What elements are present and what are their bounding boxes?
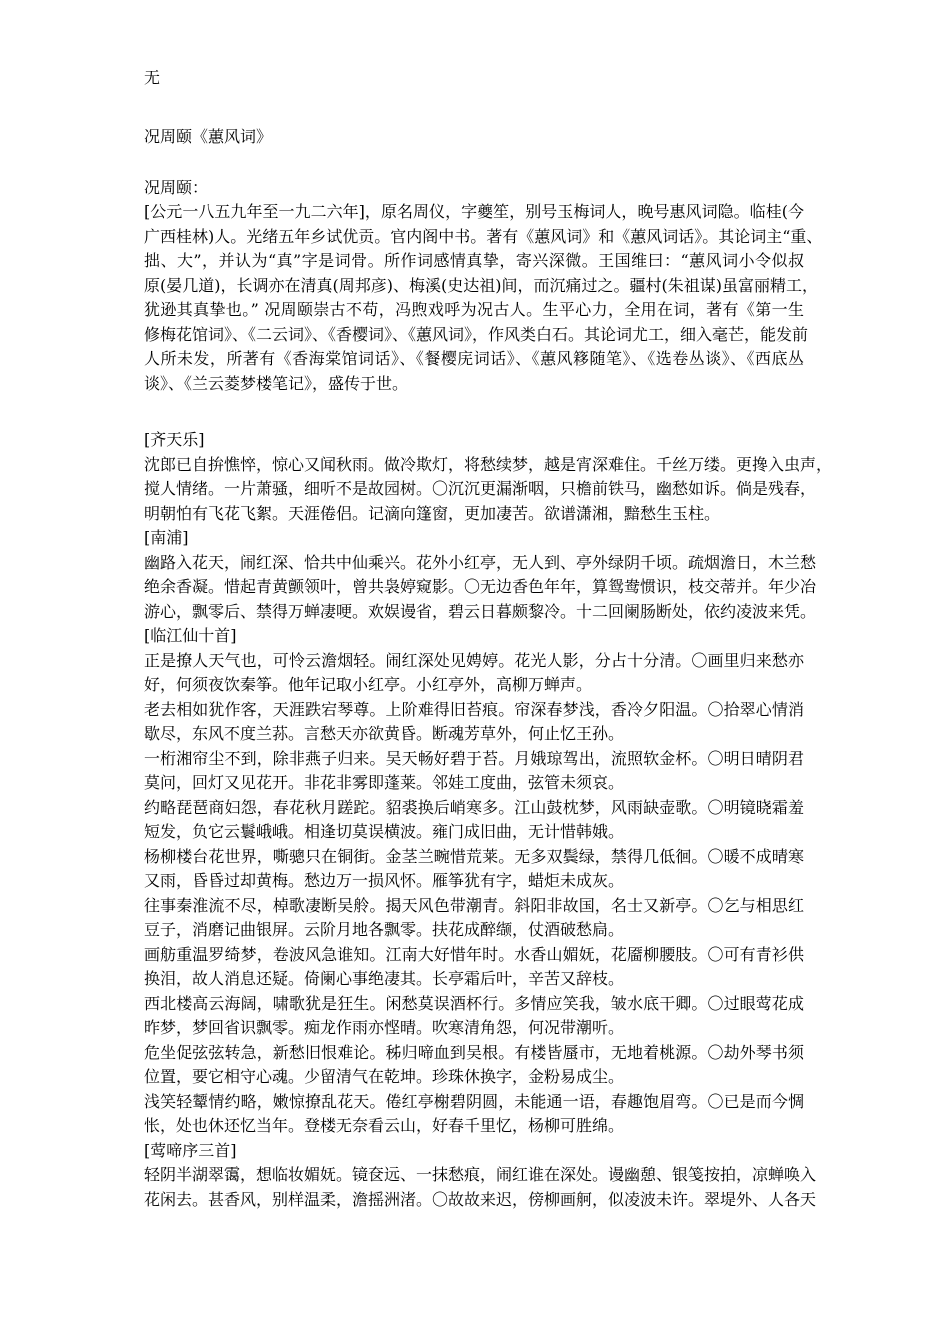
bio-line: [公元一八五九年至一九二六年]，原名周仪，字夔笙，别号玉梅词人，晚号惠风词隐。临桂(今 <box>144 202 804 221</box>
poem-line: 老去相如犹作客，天涯跌宕琴尊。上阶难得旧苔痕。帘深春梦浅，香冷夕阳温。〇拾翠心情消 <box>144 699 804 719</box>
poem-line: 短发，负它云鬟峨峨。相逢切莫误横波。雍门成旧曲，无计惜韩娥。 <box>144 822 625 841</box>
author-bio <box>144 200 823 396</box>
bio-line: 原(晏几道)，长调亦在清真(周邦彦)、梅溪(史达祖)间，而沉痛过之。疆村(朱祖谋)虽富丽精工， <box>144 275 818 295</box>
bio-line: 拙、大”，并认为“真”字是词骨。所作词感情真挚，寄兴深微。王国维曰：“蕙风词小令似叔 <box>144 251 804 270</box>
poem-line: 一桁湘帘尘不到，除非燕子归来。吴天畅好碧于苔。月娥琼驾出，流照软金杯。〇明日晴阴君 <box>144 748 804 768</box>
heading-none: 无 <box>144 68 161 87</box>
poem-line: 换泪，故人消息还疑。倚阑心事绝凄其。长亭霜后叶，辛苦又辞枝。 <box>144 969 625 988</box>
poem-line: 绝余香凝。惜起青黄颤领叶，曾共袅婷窥影。〇无边香色年年，算鸳鸯惯识，枝交蒂并。年少冶 <box>144 577 817 596</box>
poem-heading: [齐天乐] <box>144 430 205 449</box>
poem-line: 约略琵琶商妇怨，春花秋月蹉跎。貂裘换后峭寒多。江山鼓枕梦，风雨缺壶歌。〇明镜晓霜羞 <box>144 797 804 817</box>
poem-line: 昨梦，梦回省识飘零。痴龙作雨亦悭晴。吹寒清角怨，何况带潮听。 <box>144 1018 625 1037</box>
bio-line: 修梅花馆词》、《二云词》、《香樱词》、《蕙风词》，作风类白石。其论词尤工，细入毫芒，能发前 <box>144 324 809 344</box>
poem-line: 位置，要它相守心魂。少留清气在乾坤。珍珠休换字，金粉易成尘。 <box>144 1067 625 1086</box>
poem-line: 又雨，昏昏过却黄梅。愁边万一损风怀。雁筝犹有字，蜡炬未成灰。 <box>144 871 625 890</box>
bio-line: 犹逊其真挚也。” 况周颐崇古不苟，冯煦戏呼为况古人。生平心力，全用在词，著有《第一生 <box>144 300 804 319</box>
poem-line: 搅人情绪。一片萧骚，细听不是故园树。〇沉沉更漏渐咽，只檐前铁马，幽愁如诉。倘是残春， <box>144 479 817 498</box>
poem-line: 游心，飘零后、禁得万蝉凄哽。欢娱谩省，碧云日暮颇黎冷。十二回阑肠断处，依约凌波来凭。 <box>144 601 817 621</box>
bio-line: 广西桂林)人。光绪五年乡试优贡。官内阁中书。著有《蕙风词》和《蕙风词话》。其论词主“重、 <box>144 226 823 246</box>
poem-heading: [莺啼序三首] <box>144 1140 237 1160</box>
poem-line: 怅，处也休还忆当年。登楼无奈看云山，好春千里忆，杨柳可胜绵。 <box>144 1116 625 1135</box>
bio-line: 谈》、《兰云菱梦楼笔记》，盛传于世。 <box>144 373 409 393</box>
poem-line: 危坐促弦弦转急，新愁旧恨难论。秭归啼血到吴根。有楼皆蜃市，无地着桃源。〇劫外琴书须 <box>144 1042 804 1062</box>
poem-line: 沈郎已自拚憔悴，惊心又闻秋雨。做冷欺灯，将愁续梦，越是宵深难住。千丝万缕。更搀入虫声， <box>144 454 833 474</box>
poem-line: 莫问，回灯又见花开。非花非雾即蓬莱。邻娃工度曲，弦管未须哀。 <box>144 773 625 792</box>
document-title: 况周颐《蕙风词》 <box>144 127 273 146</box>
bio-line: 人所未发，所著有《香海棠馆词话》、《餐樱庑词话》、《蕙风簃随笔》、《选卷丛谈》、《西底丛 <box>144 349 804 368</box>
poem-line: 幽路入花天，闹红深、恰共中仙乘兴。花外小红亭，无人到、亭外绿阴千顷。疏烟澹日，木兰愁 <box>144 552 817 572</box>
poem-line: 正是撩人天气也，可怜云澹烟轻。闹红深处见娉婷。花光人影，分占十分清。〇画里归来愁亦 <box>144 650 804 670</box>
poem-line: 杨柳楼台花世界，嘶骢只在铜街。金茎兰畹惜荒莱。无多双鬓绿，禁得几低徊。〇暖不成晴寒 <box>144 846 804 866</box>
poem-heading: [南浦] <box>144 528 189 547</box>
poem-line: 西北楼高云海阔，啸歌犹是狂生。闲愁莫误酒杯行。多情应笑我，皱水底干卿。〇过眼莺花成 <box>144 993 804 1013</box>
poem-line: 轻阴半湖翠霭，想临妆媚妩。镜奁远、一抹愁痕，闹红谁在深处。谩幽憩、银笺按拍，凉蝉唤入 <box>144 1165 817 1184</box>
author-label: 况周颐： <box>144 178 209 197</box>
poem-heading: [临江仙十首] <box>144 626 237 645</box>
poem-line: 花闲去。甚香风，别样温柔，澹摇洲渚。〇故故来迟，傍柳画舸，似凌波未许。翠堤外、人各天 <box>144 1189 817 1209</box>
poem-line: 明朝怕有飞花飞絮。天涯倦侣。记滴向篷窗，更加凄苦。欲谱潇湘，黯愁生玉柱。 <box>144 503 721 523</box>
poem-line: 歇尽，东风不度兰荪。言愁天亦欲黄昏。断魂芳草外，何止忆王孙。 <box>144 724 625 743</box>
poem-line: 画舫重温罗绮梦，卷波风急谁知。江南大好惜年时。水香山媚妩，花靥柳腰肢。〇可有青衫供 <box>144 944 804 964</box>
poem-line: 好，何须夜饮秦筝。他年记取小红亭。小红亭外，高柳万蝉声。 <box>144 675 593 694</box>
poem-line: 浅笑轻颦情约略，嫩惊撩乱花天。倦红亭榭碧阴圆，未能通一语，春趣饱眉弯。〇已是而今惆 <box>144 1091 804 1111</box>
poem-line: 往事秦淮流不尽，棹歌凄断吴舲。揭天风色带潮青。斜阳非故国，名士又新亭。〇乞与相思红 <box>144 895 804 915</box>
poems-section <box>144 428 833 1212</box>
poem-line: 豆子，消磨记曲银屏。云阶月地各飘零。扶花成醉缬，仗酒破愁扃。 <box>144 920 625 939</box>
